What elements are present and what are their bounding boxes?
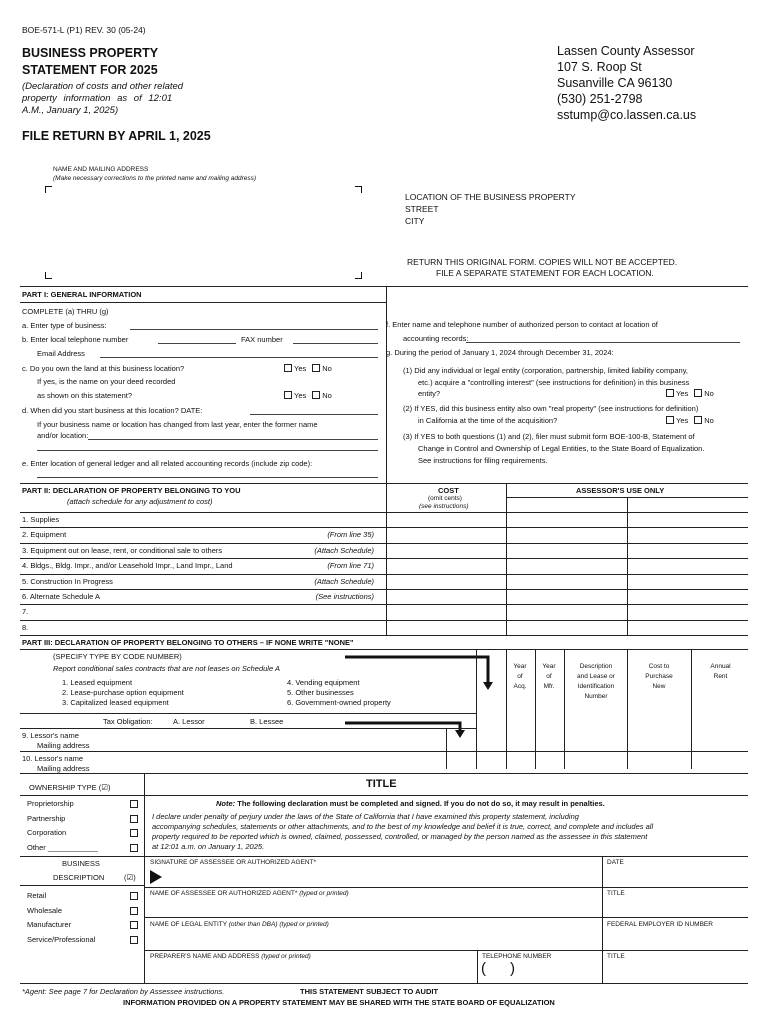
location-label: LOCATION OF THE BUSINESS PROPERTY <box>405 192 576 202</box>
ownership-bottom-rule <box>20 856 144 857</box>
date-title-divider <box>602 856 603 983</box>
lessor-code-divider <box>446 728 447 769</box>
phone-divider <box>477 950 478 983</box>
part2-line-label: 4. Bldgs., Bldg. Impr., and/or Leasehold Impr., Land Impr., Land <box>22 561 233 571</box>
cost-subheader-1: (omit cents) <box>428 495 462 502</box>
part2-cost-field[interactable] <box>387 590 505 603</box>
period-label: g. During the period of January 1, 2024 through December 31, 2024: <box>386 348 614 357</box>
ledger-location-label: e. Enter location of general ledger and all related accounting records (include zip code): <box>22 459 313 468</box>
subtitle-line2: property information as of 12:01 <box>22 93 173 104</box>
perjury-text-3: property required to be reported which is owned, claimed, possessed, controlled, or managed by the person named as the assessee in this statement <box>152 832 648 841</box>
ledger-location-input[interactable] <box>37 477 378 478</box>
no-label: No <box>704 389 714 398</box>
part2-title: PART II: DECLARATION OF PROPERTY BELONGING TO YOU <box>22 486 241 495</box>
assessor-phone: (530) 251-2798 <box>557 92 643 106</box>
part2-line-label: 1. Supplies <box>22 515 60 524</box>
part3-title: PART III: DECLARATION OF PROPERTY BELONGING TO OTHERS – IF NONE WRITE "NONE" <box>22 638 354 647</box>
preparer-title-label: TITLE <box>607 953 625 960</box>
own-land-no-checkbox[interactable] <box>312 364 320 372</box>
legal-entity-rule <box>144 917 748 918</box>
no-label: No <box>322 364 332 373</box>
tax-obligation-rule <box>20 728 476 729</box>
code-list-rule <box>20 713 476 714</box>
name-address-label: NAME AND MAILING ADDRESS <box>53 166 149 173</box>
assessor-use-header: ASSESSOR'S USE ONLY <box>576 486 665 495</box>
ownership-type-checkbox[interactable] <box>130 815 138 823</box>
part2-line-label: 3. Equipment out on lease, rent, or conditional sale to others <box>22 545 223 555</box>
business-type-label: a. Enter type of business: <box>22 321 107 330</box>
business-desc-title-2: DESCRIPTION <box>53 873 105 882</box>
lessor9-address-label: Mailing address <box>37 741 90 750</box>
part2-row-rule <box>20 543 748 544</box>
ownership-title: OWNERSHIP TYPE (☑) <box>29 783 111 792</box>
name-address-note: (Make necessary corrections to the printed name and mailing address) <box>53 175 257 182</box>
perjury-text-4: at 12:01 a.m. on January 1, 2025. <box>152 842 265 851</box>
part2-cost-field[interactable] <box>387 575 505 588</box>
part1-title: PART I: GENERAL INFORMATION <box>22 290 142 299</box>
audit-notice: THIS STATEMENT SUBJECT TO AUDIT <box>300 987 439 996</box>
business-desc-check: (☑) <box>124 873 136 882</box>
ownership-type-label: Corporation <box>27 828 67 837</box>
code-4: 4. Vending equipment <box>287 678 360 687</box>
phone-open-paren: ( <box>481 960 486 977</box>
signature-label: SIGNATURE OF ASSESSEE OR AUTHORIZED AGENT* <box>150 859 317 866</box>
fax-label: FAX number <box>241 335 283 344</box>
part2-row-rule <box>20 620 748 621</box>
assessor-email: sstump@co.lassen.ca.us <box>557 108 697 122</box>
perjury-text-2: accompanying schedules, statements or other attachments, and to the best of my knowledge and belief it is true, correct, and complete and includes all <box>152 822 654 831</box>
former-name-label: If your business name or location has changed from last year, enter the former name <box>37 420 318 429</box>
boe100b-note-3: See instructions for filing requirements. <box>418 456 548 465</box>
q2-yes-checkbox[interactable] <box>666 416 674 424</box>
business-type-input[interactable] <box>130 329 378 330</box>
boe-sharing-notice: INFORMATION PROVIDED ON A PROPERTY STATEMENT MAY BE SHARED WITH THE STATE BOARD OF EQUALIZATION <box>123 998 555 1007</box>
boe100b-note-1: (3) If YES to both questions (1) and (2), filer must submit form BOE-100-B, Statement of <box>403 432 695 441</box>
deed-recorded-question: If yes, is the name on your deed recorded <box>37 377 176 386</box>
business-description-checkbox[interactable] <box>130 892 138 900</box>
q1-no-checkbox[interactable] <box>694 389 702 397</box>
business-description-label: Manufacturer <box>27 920 72 929</box>
declaration-note: Note: The following declaration must be completed and signed. If you do not do so, it may result in penalties. <box>216 799 605 808</box>
title-label: TITLE <box>607 890 625 897</box>
ownership-type-checkbox[interactable] <box>130 800 138 808</box>
deed-no-checkbox[interactable] <box>312 391 320 399</box>
ownership-divider <box>144 773 145 983</box>
part3-bottom-rule <box>20 773 748 774</box>
schedule-a-note: Report conditional sales contracts that are not leases on Schedule A <box>53 664 280 673</box>
part3-title-rule <box>20 649 748 650</box>
title-field[interactable] <box>604 898 746 914</box>
preparer-rule <box>144 950 748 951</box>
code-1: 1. Leased equipment <box>62 678 133 687</box>
name-mailing-address-field[interactable] <box>45 186 363 279</box>
preparer-field[interactable] <box>146 962 475 981</box>
fax-input[interactable] <box>293 343 378 344</box>
q1-options <box>660 389 714 398</box>
business-description-checkbox[interactable] <box>130 921 138 929</box>
code-6: 6. Government-owned property <box>287 698 391 707</box>
preparer-title-field[interactable] <box>604 962 746 981</box>
part2-row-rule <box>20 558 748 559</box>
business-desc-rule <box>20 885 144 886</box>
part2-top-rule <box>20 483 748 484</box>
part2-line-label: 6. Alternate Schedule A <box>22 592 100 601</box>
controlling-interest-q1: (1) Did any individual or legal entity (corporation, partnership, limited liability company, <box>403 366 688 375</box>
ownership-type-checkbox[interactable] <box>130 844 138 852</box>
declaration-title-rule <box>144 795 748 796</box>
controlling-interest-q1b: etc.) acquire a "controlling interest" (see instructions for definition) in this business <box>418 378 690 387</box>
year-mfr-header: Year of Mfr. <box>542 663 556 690</box>
part2-line-label: 2. Equipment <box>22 530 67 540</box>
part2-line-label: 8. <box>22 622 29 632</box>
date-field[interactable] <box>604 866 746 885</box>
phone-close-paren: ) <box>510 960 515 977</box>
part2-row-rule <box>20 589 748 590</box>
business-desc-title-1: BUSINESS <box>62 859 100 868</box>
q2-no-checkbox[interactable] <box>694 416 702 424</box>
part2-line-label: 7. <box>22 607 29 617</box>
phone-label: TELEPHONE NUMBER <box>482 953 552 960</box>
own-land-question: c. Do you own the land at this business location? <box>22 364 185 373</box>
q1-yes-checkbox[interactable] <box>666 389 674 397</box>
code-5: 5. Other businesses <box>287 688 354 697</box>
deed-options <box>278 391 332 400</box>
part2-line-reference: (See instructions) <box>315 592 374 601</box>
return-original-note: RETURN THIS ORIGINAL FORM. COPIES WILL NOT BE ACCEPTED. <box>407 257 678 267</box>
file-return-deadline: FILE RETURN BY APRIL 1, 2025 <box>22 129 211 143</box>
boe100b-note-2: Change in Control and Ownership of Legal Entities, to the State Board of Equalization. <box>418 444 705 453</box>
subtitle-line3: A.M., January 1, 2025) <box>22 105 119 116</box>
form-id: BOE-571-L (P1) REV. 30 (05-24) <box>22 25 146 35</box>
ownership-title-rule <box>20 795 144 796</box>
own-land-yes-checkbox[interactable] <box>284 364 292 372</box>
part2-cost-field[interactable] <box>387 605 505 618</box>
agent-name-field[interactable] <box>146 898 600 914</box>
part2-row-rule <box>20 574 748 575</box>
part2-line-reference: (Attach Schedule) <box>314 545 374 555</box>
lessor9-rule <box>20 751 748 752</box>
part2-line-reference: (From line 35) <box>327 530 374 540</box>
cost-subheader-2: (see instructions) <box>419 503 469 510</box>
business-description-label: Retail <box>27 891 47 900</box>
signature-top-rule <box>144 856 748 857</box>
location-city-label: CITY <box>405 216 425 226</box>
cost-header: COST <box>438 486 459 495</box>
code-number-label: (SPECIFY TYPE BY CODE NUMBER) <box>53 652 182 661</box>
name-rule <box>144 887 748 888</box>
subtitle-line1: (Declaration of costs and other related <box>22 81 184 92</box>
fein-label: FEDERAL EMPLOYER ID NUMBER <box>607 921 713 928</box>
former-location-input[interactable] <box>88 439 378 440</box>
declaration-title: TITLE <box>366 778 397 790</box>
yes-label: Yes <box>294 391 307 400</box>
tax-obligation-label: Tax Obligation: <box>103 717 153 726</box>
agent-name-label: NAME OF ASSESSEE OR AUTHORIZED AGENT* (typed or printed) <box>150 890 349 897</box>
controlling-interest-q1c: entity? <box>418 389 441 398</box>
date-label: DATE <box>607 859 624 866</box>
part2-cost-field[interactable] <box>387 559 505 572</box>
real-property-q2b: in California at the time of the acquisition? <box>418 416 558 425</box>
part2-cost-field[interactable] <box>387 621 505 634</box>
annual-rent-header: Annual Rent <box>710 663 731 680</box>
yes-label: Yes <box>294 364 307 373</box>
part2-header-bottom-rule <box>20 512 748 513</box>
tax-lessee-option[interactable]: B. Lessee <box>250 717 284 726</box>
phone-label: b. Enter local telephone number <box>22 335 129 344</box>
year-acq-header: Year of Acq. <box>513 663 527 690</box>
business-description-label: Service/Professional <box>27 934 96 944</box>
contact-person-label: f. Enter name and telephone number of authorized person to contact at location of <box>386 320 658 329</box>
ownership-type-label: Other ____________ <box>27 842 98 852</box>
assessor-header-rule <box>506 497 748 498</box>
declaration-bottom-rule <box>20 983 748 984</box>
part2-row-rule <box>20 604 748 605</box>
part1-title-rule <box>20 302 386 303</box>
no-label: No <box>322 391 332 400</box>
assessor-name: Lassen County Assessor <box>557 44 695 58</box>
part2-line-label: 5. Construction In Progress <box>22 576 113 586</box>
tax-lessor-option[interactable]: A. Lessor <box>173 717 205 726</box>
preparer-label: PREPARER'S NAME AND ADDRESS (typed or printed) <box>150 953 311 960</box>
email-input[interactable] <box>100 357 378 358</box>
part2-row-rule <box>20 527 748 528</box>
lessor10-name-label: 10. Lessor's name <box>22 754 84 763</box>
part2-cost-field[interactable] <box>387 513 505 526</box>
part2-line-reference: (Attach Schedule) <box>314 576 374 586</box>
lessor10-address-label: Mailing address <box>37 764 90 773</box>
yes-label: Yes <box>676 416 689 425</box>
real-property-q2: (2) If YES, did this business entity also own "real property" (see instructions for definition) <box>403 404 699 413</box>
assessor-city: Susanville CA 96130 <box>557 76 673 90</box>
part3-top-rule <box>20 635 748 636</box>
phone-input[interactable] <box>158 343 236 344</box>
part1-divider <box>386 286 387 483</box>
email-label: Email Address <box>37 349 85 358</box>
part2-cost-field[interactable] <box>387 544 505 557</box>
signature-field[interactable] <box>165 866 600 885</box>
part2-cost-field[interactable] <box>387 528 505 541</box>
ownership-type-label: Proprietorship <box>27 799 74 808</box>
assessor-street: 107 S. Roop St <box>557 60 642 74</box>
part2-line-reference: (From line 71) <box>327 561 374 571</box>
lessor9-name-label: 9. Lessor's name <box>22 731 79 740</box>
legal-entity-label: NAME OF LEGAL ENTITY (other than DBA) (typed or printed) <box>150 921 329 928</box>
start-date-input[interactable] <box>250 414 378 415</box>
q2-options <box>660 416 714 425</box>
deed-yes-checkbox[interactable] <box>284 391 292 399</box>
no-label: No <box>704 416 714 425</box>
location-street-label: STREET <box>405 204 439 214</box>
business-description-checkbox[interactable] <box>130 907 138 915</box>
agent-footnote: *Agent: See page 7 for Declaration by Assessee instructions. <box>22 987 225 996</box>
ownership-type-checkbox[interactable] <box>130 829 138 837</box>
business-description-label: Wholesale <box>27 905 63 915</box>
part2-note: (attach schedule for any adjustment to cost) <box>67 497 213 506</box>
part1-complete: COMPLETE (a) THRU (g) <box>22 307 109 316</box>
fein-field[interactable] <box>604 930 746 946</box>
yes-label: Yes <box>676 389 689 398</box>
former-location-label: and/or location: <box>37 431 89 440</box>
former-location-input-2[interactable] <box>37 450 378 451</box>
separate-statement-note: FILE A SEPARATE STATEMENT FOR EACH LOCATION. <box>436 268 654 278</box>
part1-top-rule <box>20 286 748 287</box>
contact-person-input[interactable] <box>466 342 740 343</box>
sign-here-arrow-icon <box>150 870 162 884</box>
start-date-label: d. When did you start business at this location? DATE: <box>22 406 203 415</box>
form-title-line1: BUSINESS PROPERTY <box>22 46 159 60</box>
code-3: 3. Capitalized leased equipment <box>62 698 169 707</box>
form-title-line2: STATEMENT FOR 2025 <box>22 63 158 77</box>
own-land-options <box>278 364 332 373</box>
legal-entity-field[interactable] <box>146 930 600 946</box>
business-description-checkbox[interactable] <box>130 936 138 944</box>
part2-assessor-divider <box>627 497 628 635</box>
code-2: 2. Lease-purchase option equipment <box>62 688 184 697</box>
description-header: Description and Lease or Identification Number <box>577 663 615 700</box>
ownership-type-label: Partnership <box>27 813 66 823</box>
cost-new-header: Cost to Purchase New <box>645 663 673 690</box>
accounting-records-label: accounting records: <box>403 334 469 343</box>
deed-recorded-question-2: as shown on this statement? <box>37 391 133 400</box>
phone-field[interactable] <box>520 962 600 981</box>
perjury-text-1: I declare under penalty of perjury under the laws of the State of California that I have examined this property statement, including <box>152 812 579 821</box>
